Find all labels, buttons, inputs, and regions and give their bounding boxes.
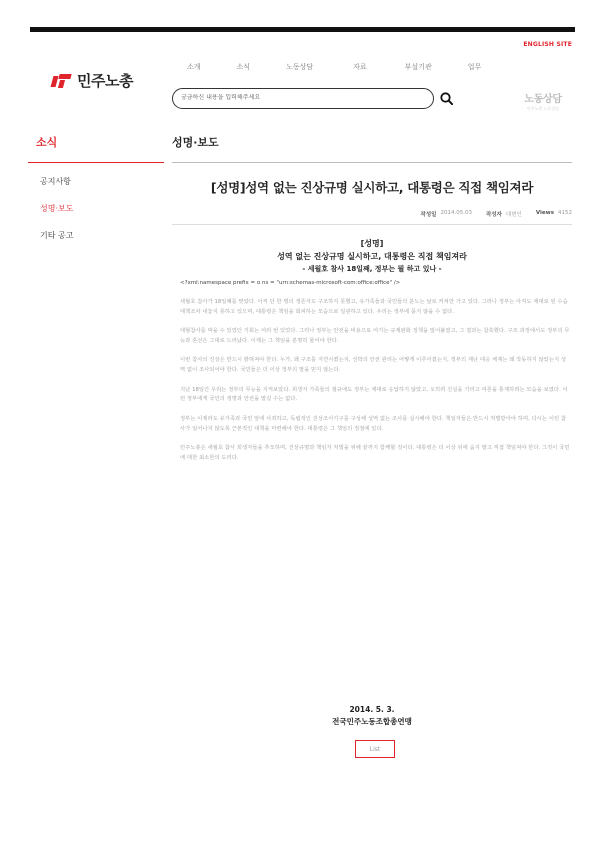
signature-date: 2014. 5. 3.	[349, 705, 395, 714]
body-heading-subtitle: - 세월호 참사 18일째, 정부는 뭘 하고 있나 -	[302, 265, 442, 273]
views-label: Views	[535, 210, 554, 216]
author-label: 작성자	[485, 212, 502, 218]
article-meta	[421, 210, 573, 218]
signature-org: 전국민주노동조합총연맹	[332, 717, 412, 726]
article-paragraph: 대형참사를 막을 수 있었던 기회는 여러 번 있었다. 그러나 정부는 안전을 비용으로 여기는 규제완화 정책을 밀어붙였고, 그 결과는 참혹했다. 구조 과정에서도 정부의 무능과 혼선은 그대로 드러났다. 이제는 그 책임을 분명히 물어야 한다.	[180, 328, 570, 344]
body-heading-tag: [성명]	[360, 239, 384, 248]
article-paragraph: 정부는 이제라도 유가족과 국민 앞에 사죄하고, 독립적인 진상조사기구를 구성해 성역 없는 조사를 실시해야 한다. 책임자들은 반드시 처벌받아야 하며, 다시는 이런 참사가 일어나지 않도록 근본적인 대책을 마련해야 한다. 대통령은 그 책임의 정점에 있다.	[180, 415, 567, 432]
counsel-banner[interactable]	[520, 90, 566, 112]
nav-item-resources[interactable]: 자료	[353, 63, 367, 71]
counsel-banner-title: 노동상담	[524, 94, 562, 105]
meta-divider	[172, 224, 572, 225]
english-site-link[interactable]: ENGLISH SITE	[523, 41, 572, 48]
sidebar-item-notice[interactable]: 공지사항	[40, 177, 71, 186]
date-value: 2014.05.03	[440, 210, 472, 216]
list-button[interactable]: List	[355, 740, 395, 758]
title-divider	[172, 162, 572, 163]
logo-mark-icon	[52, 74, 74, 88]
search-box	[172, 88, 434, 109]
search-icon[interactable]	[440, 92, 453, 105]
page-title: 성명·보도	[172, 136, 219, 149]
nav-item-about[interactable]: 소개	[187, 63, 201, 71]
article-body-heading	[172, 238, 572, 276]
xmlns-line: <?xml:namespace prefix = o ns = "urn:schemas-microsoft-com:office:office" />	[180, 280, 401, 286]
logo-text: 민주노총	[77, 72, 133, 90]
top-bar	[30, 27, 575, 32]
counsel-banner-subtitle: 민주노총 노동상담	[526, 106, 560, 111]
nav-item-counsel[interactable]: 노동상담	[286, 63, 314, 71]
views-value: 4152	[558, 210, 572, 216]
article-title: [성명]성역 없는 진상규명 실시하고, 대통령은 직접 책임져라	[210, 180, 534, 195]
sidebar-divider	[28, 162, 164, 163]
author-value: 대변인	[505, 212, 522, 218]
site-logo[interactable]	[52, 70, 133, 91]
nav-item-news[interactable]: 소식	[236, 63, 251, 71]
main-nav	[187, 62, 517, 72]
sidebar-menu	[40, 176, 73, 257]
article-body	[180, 298, 570, 473]
nav-item-institutes[interactable]: 부설기관	[404, 63, 432, 71]
article-paragraph: 이번 참사의 진상은 반드시 밝혀져야 한다. 누가, 왜 구조를 지연시켰는지, 선박의 안전 관리는 어떻게 이루어졌는지, 정부의 재난 대응 체계는 왜 작동하지 않았는지 성역 없이 조사되어야 한다. 국민들은 더 이상 정부의 말을 믿지 않는다.	[180, 357, 567, 374]
article-paragraph: 민주노총은 세월호 참사 희생자들을 추모하며, 진상규명과 책임자 처벌을 위해 끝까지 함께할 것이다. 대통령은 더 이상 뒤에 숨지 말고 직접 책임져야 한다. 그것이 국민에 대한 최소한의 도리다.	[180, 444, 570, 461]
search-input[interactable]	[181, 94, 421, 101]
body-heading-title: 성역 없는 진상규명 실시하고, 대통령은 직접 책임져라	[277, 251, 467, 261]
sidebar-item-other-notices[interactable]: 기타 공고	[40, 231, 74, 240]
article-signature	[172, 704, 572, 728]
article-paragraph: 지난 18일간 우리는 정부의 무능을 지켜보았다. 희생자 가족들의 절규에도 정부는 제대로 응답하지 않았고, 오히려 진실을 가리고 여론을 통제하려는 모습을 보였다. 이런 정부에게 국민의 생명과 안전을 맡길 수는 없다.	[180, 386, 568, 403]
sidebar-title: 소식	[36, 136, 58, 149]
article-paragraph: 세월호 참사가 18일째를 맞았다. 아직 단 한 명의 생존자도 구조하지 못했고, 유가족들과 국민들의 분노는 날로 커져만 가고 있다. 그러나 정부는 아직도 제대로 된 수습 대책조차 내놓지 못하고 있으며, 대통령은 책임을 회피하는 모습으로 일관하고 있다. 우리는 정부에 묻지 않을 수 없다.	[180, 299, 568, 315]
sidebar-item-statements[interactable]: 성명·보도	[40, 204, 74, 213]
nav-item-work[interactable]: 업무	[467, 63, 482, 71]
date-label: 작성일	[420, 212, 437, 218]
